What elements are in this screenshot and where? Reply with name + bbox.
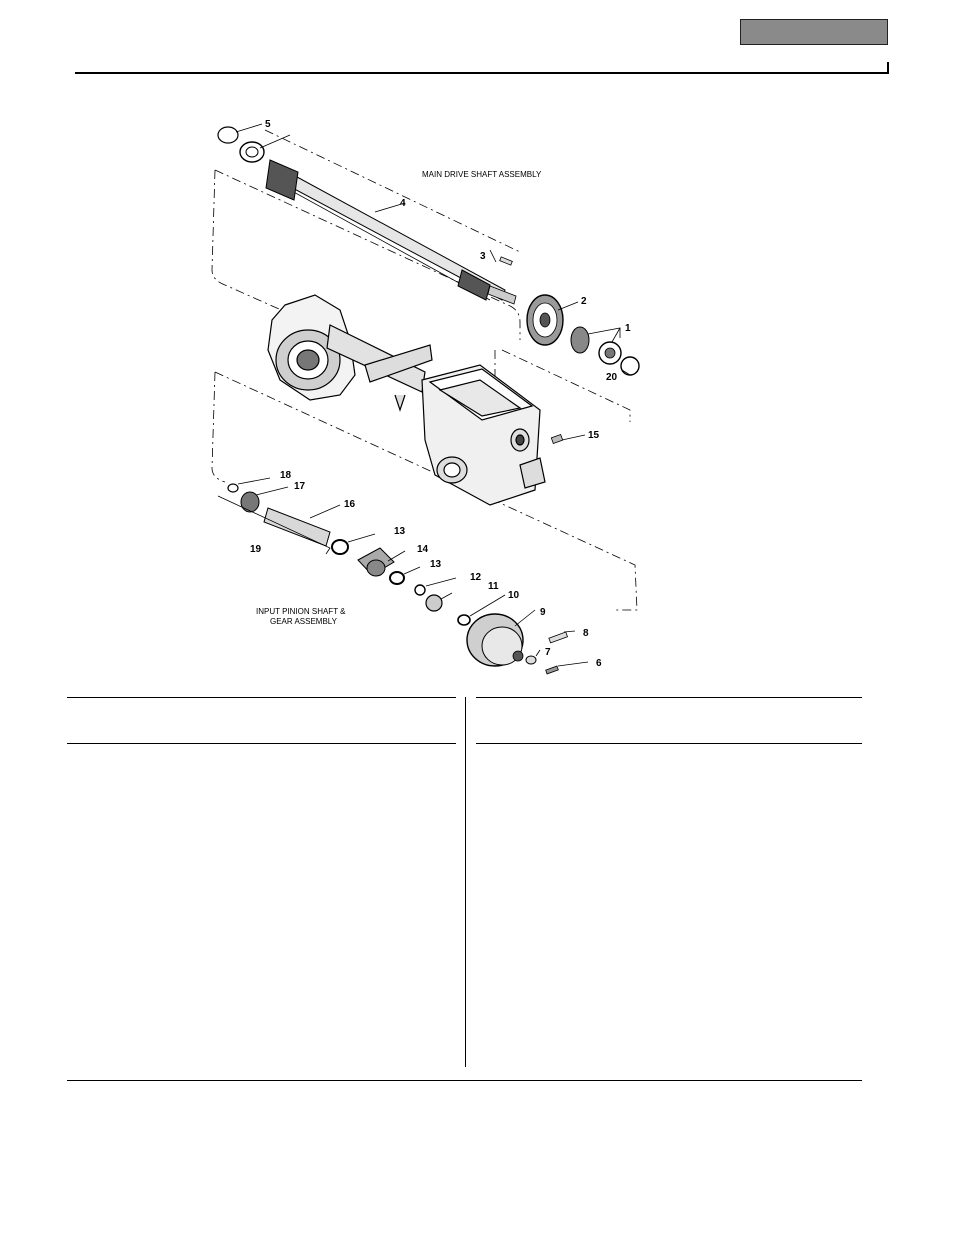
caption-input-pinion-2: GEAR ASSEMBLY xyxy=(270,617,337,626)
shaft-helical-gear xyxy=(266,160,298,200)
callout-15: 15 xyxy=(588,430,600,441)
callout-13a: 13 xyxy=(394,526,406,537)
callout-13b: 13 xyxy=(430,559,442,570)
caption-main-drive: MAIN DRIVE SHAFT ASSEMBLY xyxy=(422,170,542,179)
bolt-6 xyxy=(546,666,559,674)
snap-ring-20 xyxy=(621,357,639,375)
callout-14: 14 xyxy=(417,544,429,555)
table-header-rule-left xyxy=(67,743,456,744)
washer-7 xyxy=(526,656,536,664)
callout-8: 8 xyxy=(583,628,589,639)
exploded-parts-diagram xyxy=(190,110,660,690)
callout-16: 16 xyxy=(344,499,356,510)
callout-7: 7 xyxy=(545,647,551,658)
callout-4: 4 xyxy=(400,198,406,209)
callout-6: 6 xyxy=(596,658,602,669)
callout-12: 12 xyxy=(470,572,482,583)
snap-ring-5 xyxy=(218,127,238,143)
plug-15 xyxy=(551,434,562,443)
ring-18 xyxy=(228,484,238,492)
table-bottom-rule xyxy=(67,1080,862,1081)
pinion-1 xyxy=(571,327,589,353)
callout-5: 5 xyxy=(265,119,271,130)
transmission-housing xyxy=(268,295,563,505)
callout-18: 18 xyxy=(280,470,292,481)
header-box xyxy=(740,19,888,45)
callout-10: 10 xyxy=(508,590,520,601)
key-3 xyxy=(500,257,513,265)
washer-10 xyxy=(458,615,470,625)
callout-17: 17 xyxy=(294,481,306,492)
table-header-rule-right xyxy=(476,743,862,744)
key-8 xyxy=(549,632,568,643)
table-column-divider xyxy=(465,697,466,1067)
callout-3: 3 xyxy=(480,251,486,262)
callout-1: 1 xyxy=(625,323,631,334)
callout-9: 9 xyxy=(540,607,546,618)
header-rule xyxy=(75,72,889,74)
callout-19: 19 xyxy=(250,544,262,555)
caption-input-pinion-1: INPUT PINION SHAFT & xyxy=(256,607,346,616)
washer-13a xyxy=(332,540,348,554)
input-pinion-shaft xyxy=(228,484,567,674)
callout-2: 2 xyxy=(581,296,587,307)
table-top-rule-right xyxy=(476,697,862,698)
ring-12 xyxy=(415,585,425,595)
callout-20: 20 xyxy=(606,372,618,383)
callout-11: 11 xyxy=(488,581,499,592)
table-top-rule-left xyxy=(67,697,456,698)
washer-13b xyxy=(390,572,404,584)
seal-11 xyxy=(426,595,442,611)
header-tick xyxy=(887,62,889,74)
